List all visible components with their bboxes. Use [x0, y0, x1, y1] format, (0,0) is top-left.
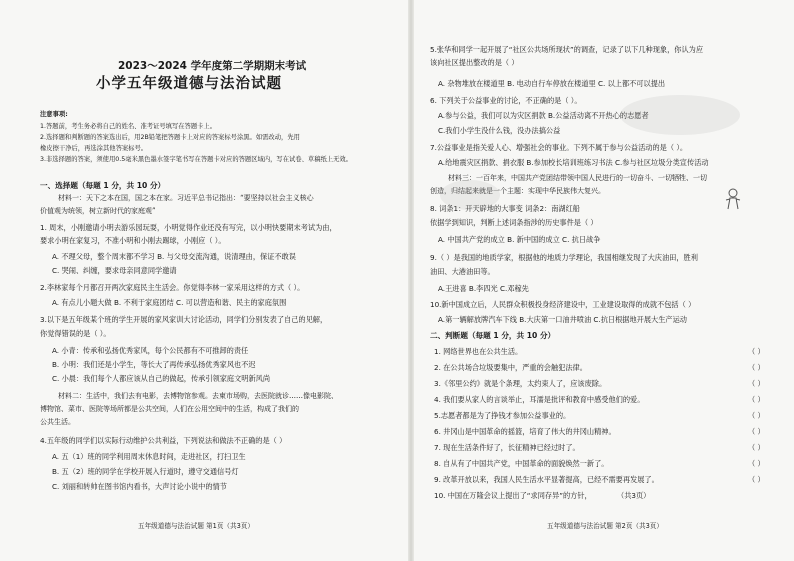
question-text: 6. 下列关于公益事业的讨论，不正确的是（ ）。 — [430, 96, 582, 105]
question-text: 2.李林家每个月都召开两次家庭民主生活会。你觉得李林一家采用这样的方式（ ）。 — [40, 283, 305, 292]
judge-item: 8. 自从有了中国共产党，中国革命的面貌焕然一新了。 — [434, 459, 609, 468]
judge-item: 6. 井冈山是中国革命的摇篮，培育了伟大的井冈山精神。 — [434, 427, 616, 436]
page-footer: 五年级道德与法治试题 第1页（共3页） — [138, 522, 254, 530]
notice-line: 1.答题前，考生务必将自己的姓名、准考证号填写在答题卡上。 — [40, 123, 217, 130]
page-title: 小学五年级道德与法治试题 — [96, 76, 282, 92]
question-option: A.王进喜 B.李四光 C.邓稼先 — [438, 284, 529, 293]
answer-blank: （ ） — [748, 443, 765, 452]
question-option: A. 中国共产党的成立 B. 新中国的成立 C. 抗日战争 — [438, 235, 601, 244]
question-text: 10.新中国成立后，人民群众积极投身经济建设中，工业建设取得的成就不包括（ ） — [430, 300, 696, 309]
material-text: 创造，归结起来就是一个主题：实现中华民族伟大复兴。 — [430, 187, 605, 195]
question-option: B. 五（2）班的同学在学校开展入行道时，遵守交通信号灯 — [52, 467, 239, 476]
question-text: 要求小明在家复习，不准小明和小刚去踢球，小刚应（ ）。 — [40, 236, 226, 245]
question-option: A.参与公益，我们可以为灾区捐款 B.公益活动离不开热心的志愿者 — [438, 111, 649, 120]
answer-blank: （ ） — [748, 459, 765, 468]
page-footer: 五年级道德与法治试题 第2页（共3页） — [547, 522, 663, 530]
material-text: 材料三：一百年来，中国共产党团结带领中国人民进行的一切奋斗、一切牺牲、一切 — [448, 174, 707, 182]
exam-header: 2023～2024 学年度第二学期期末考试 — [118, 60, 307, 72]
answer-blank: （ ） — [748, 475, 765, 484]
judge-item: 5.志愿者都是为了挣钱才参加公益事业的。 — [434, 411, 571, 420]
judge-item: 7. 现在生活条件好了，长征精神已经过时了。 — [434, 443, 580, 452]
page-2 — [412, 0, 794, 561]
material-text: 博物馆、菜市、医院等场所都是公共空间，人们在公用空间中的生活，构成了我们的 — [40, 405, 299, 413]
judge-item: 9. 改革开放以来，我国人民生活水平显著提高，已经不需要再发展了。 — [434, 475, 659, 484]
question-text: 该向社区提出整改的是（ ） — [430, 58, 519, 67]
notice-title: 注意事项: — [40, 111, 68, 118]
answer-blank: （ ） — [748, 395, 765, 404]
notice-line: 2.选择题和判断题的答案选出后，用2B铅笔把答题卡上对应的答案标号涂黑。如需改动，先用 — [40, 134, 300, 141]
scan-smudge — [440, 180, 500, 210]
judge-item: 1. 网络世界也在公共生活。 — [434, 347, 523, 356]
judge-item: 4. 我们要从家人的言谈举止，耳濡是批评和教育中感受他们的爱。 — [434, 395, 645, 404]
material-text: 材料一：天下之本在国，国之本在家。习近平总书记指出：“要坚持以社会主义核心 — [58, 194, 314, 202]
question-text: 你觉得错误的是（ ）。 — [40, 329, 111, 338]
judge-item: 3.《邻里公约》就是个条理，太约束人了，应该废除。 — [434, 379, 607, 388]
material-text: 价值观为统领，树立新时代的家庭观” — [40, 207, 156, 215]
question-option: A.给地震灾区捐款、捐衣服 B.参加校长培训班练习书法 C.参与社区垃圾分类宣传活动 — [438, 158, 709, 167]
question-option: A. 小青：传承和弘扬优秀家风，每个公民都有不可推卸的责任 — [52, 346, 249, 355]
question-option: C. 刘丽和转帅在图书馆内看书，大声讨论小说中的情节 — [52, 482, 227, 491]
question-text: 7.公益事业是指关爱人心、增强社会的事业。下列不属于参与公益活动的是（ ）。 — [430, 143, 688, 152]
material-text: 材料二：生活中，我们去有电影，去博物馆参观。去柬市场购，去医院就诊……像电影院、 — [58, 392, 338, 400]
question-option: A.第一辆解放牌汽车下线 B.大庆第一口油井喷油 C.抗日根据地开展大生产运动 — [438, 315, 687, 324]
answer-blank: （ ） — [748, 363, 765, 372]
question-option: C. 哭闹、纠缠，要求母亲同意同学邀请 — [52, 266, 177, 275]
material-text: 公共生活。 — [40, 418, 75, 426]
question-text: 5.张华和同学一起开展了“社区公共场所现状”的调查，记录了以下几种现象，你认为应 — [430, 45, 704, 54]
question-option: C.我们小学生没什么钱，没办法搞公益 — [438, 126, 561, 135]
notice-line: 3.非选择题的答案，须使用0.5毫米黑色墨水签字笔书写在答题卡对应的答题区域内，写在试卷、草稿纸上无效。 — [40, 156, 352, 163]
section-heading: 二、判断题（每题 1 分，共 10 分） — [430, 331, 556, 340]
cartoon-figure-icon — [724, 188, 742, 210]
question-option: A. 杂物堆放在楼道里 B. 电动自行车停放在楼道里 C. 以上都不可以提出 — [438, 79, 666, 88]
answer-blank: （ ） — [748, 411, 765, 420]
question-text: 8. 词条1：开天辟地的大事变 词条2：南湖红船 — [430, 204, 580, 213]
question-text: 9.（ ）是我国的地质学家，根据他的地质力学理论，我国相继发现了大庆油田，胜利 — [430, 253, 698, 262]
question-option: C. 小晨：我们每个人都应该从自己的做起，传承引领家庭文明新风尚 — [52, 374, 271, 383]
question-option: A. 五（1）班的同学利用周末休息时间，走进社区，打扫卫生 — [52, 452, 246, 461]
judge-item: 10. 中国在万隆会议上提出了“求同存异”的方针， — [434, 491, 592, 500]
scan-smudge — [620, 95, 740, 135]
question-option: A. 不理父母，整个周末都不学习 B. 与父母交流沟通，说清理由，保证不敢误 — [52, 252, 296, 261]
answer-blank: （ ） — [748, 347, 765, 356]
notice-line: 橡皮擦干净后，再选涂其他答案标号。 — [40, 145, 148, 152]
question-text: 1. 周末，小刚邀请小明去游乐园玩耍，小明觉得作业还没有写完，以小明快要期末考试为由， — [40, 223, 337, 232]
judge-item-tail: （共3页） — [617, 491, 651, 500]
question-option: A. 有点儿小题大做 B. 不利于家庭团结 C. 可以营造和谐、民主的家庭氛围 — [52, 298, 287, 307]
question-text: 依据学到知识，判断上述词条指涉的历史事件是（ ） — [430, 218, 598, 227]
section-heading: 一、选择题（每题 1 分，共 10 分） — [40, 181, 166, 190]
question-option: B. 小明：我们还是小学生，等长大了再传承弘扬优秀家风也不迟 — [52, 360, 256, 369]
question-text: 油田、大港油田等。 — [430, 267, 495, 276]
question-text: 3.以下是五年级某个班的学生开展的家风家训大讨论活动，同学们分别发表了自己的见解， — [40, 315, 328, 324]
answer-blank: （ ） — [748, 379, 765, 388]
answer-blank: （ ） — [748, 427, 765, 436]
judge-item: 2. 在公共场合垃圾要集中，严重的会触犯法律。 — [434, 363, 587, 372]
question-text: 4.五年级的同学们以实际行动维护公共利益，下列说法和做法不正确的是（ ） — [40, 436, 287, 445]
